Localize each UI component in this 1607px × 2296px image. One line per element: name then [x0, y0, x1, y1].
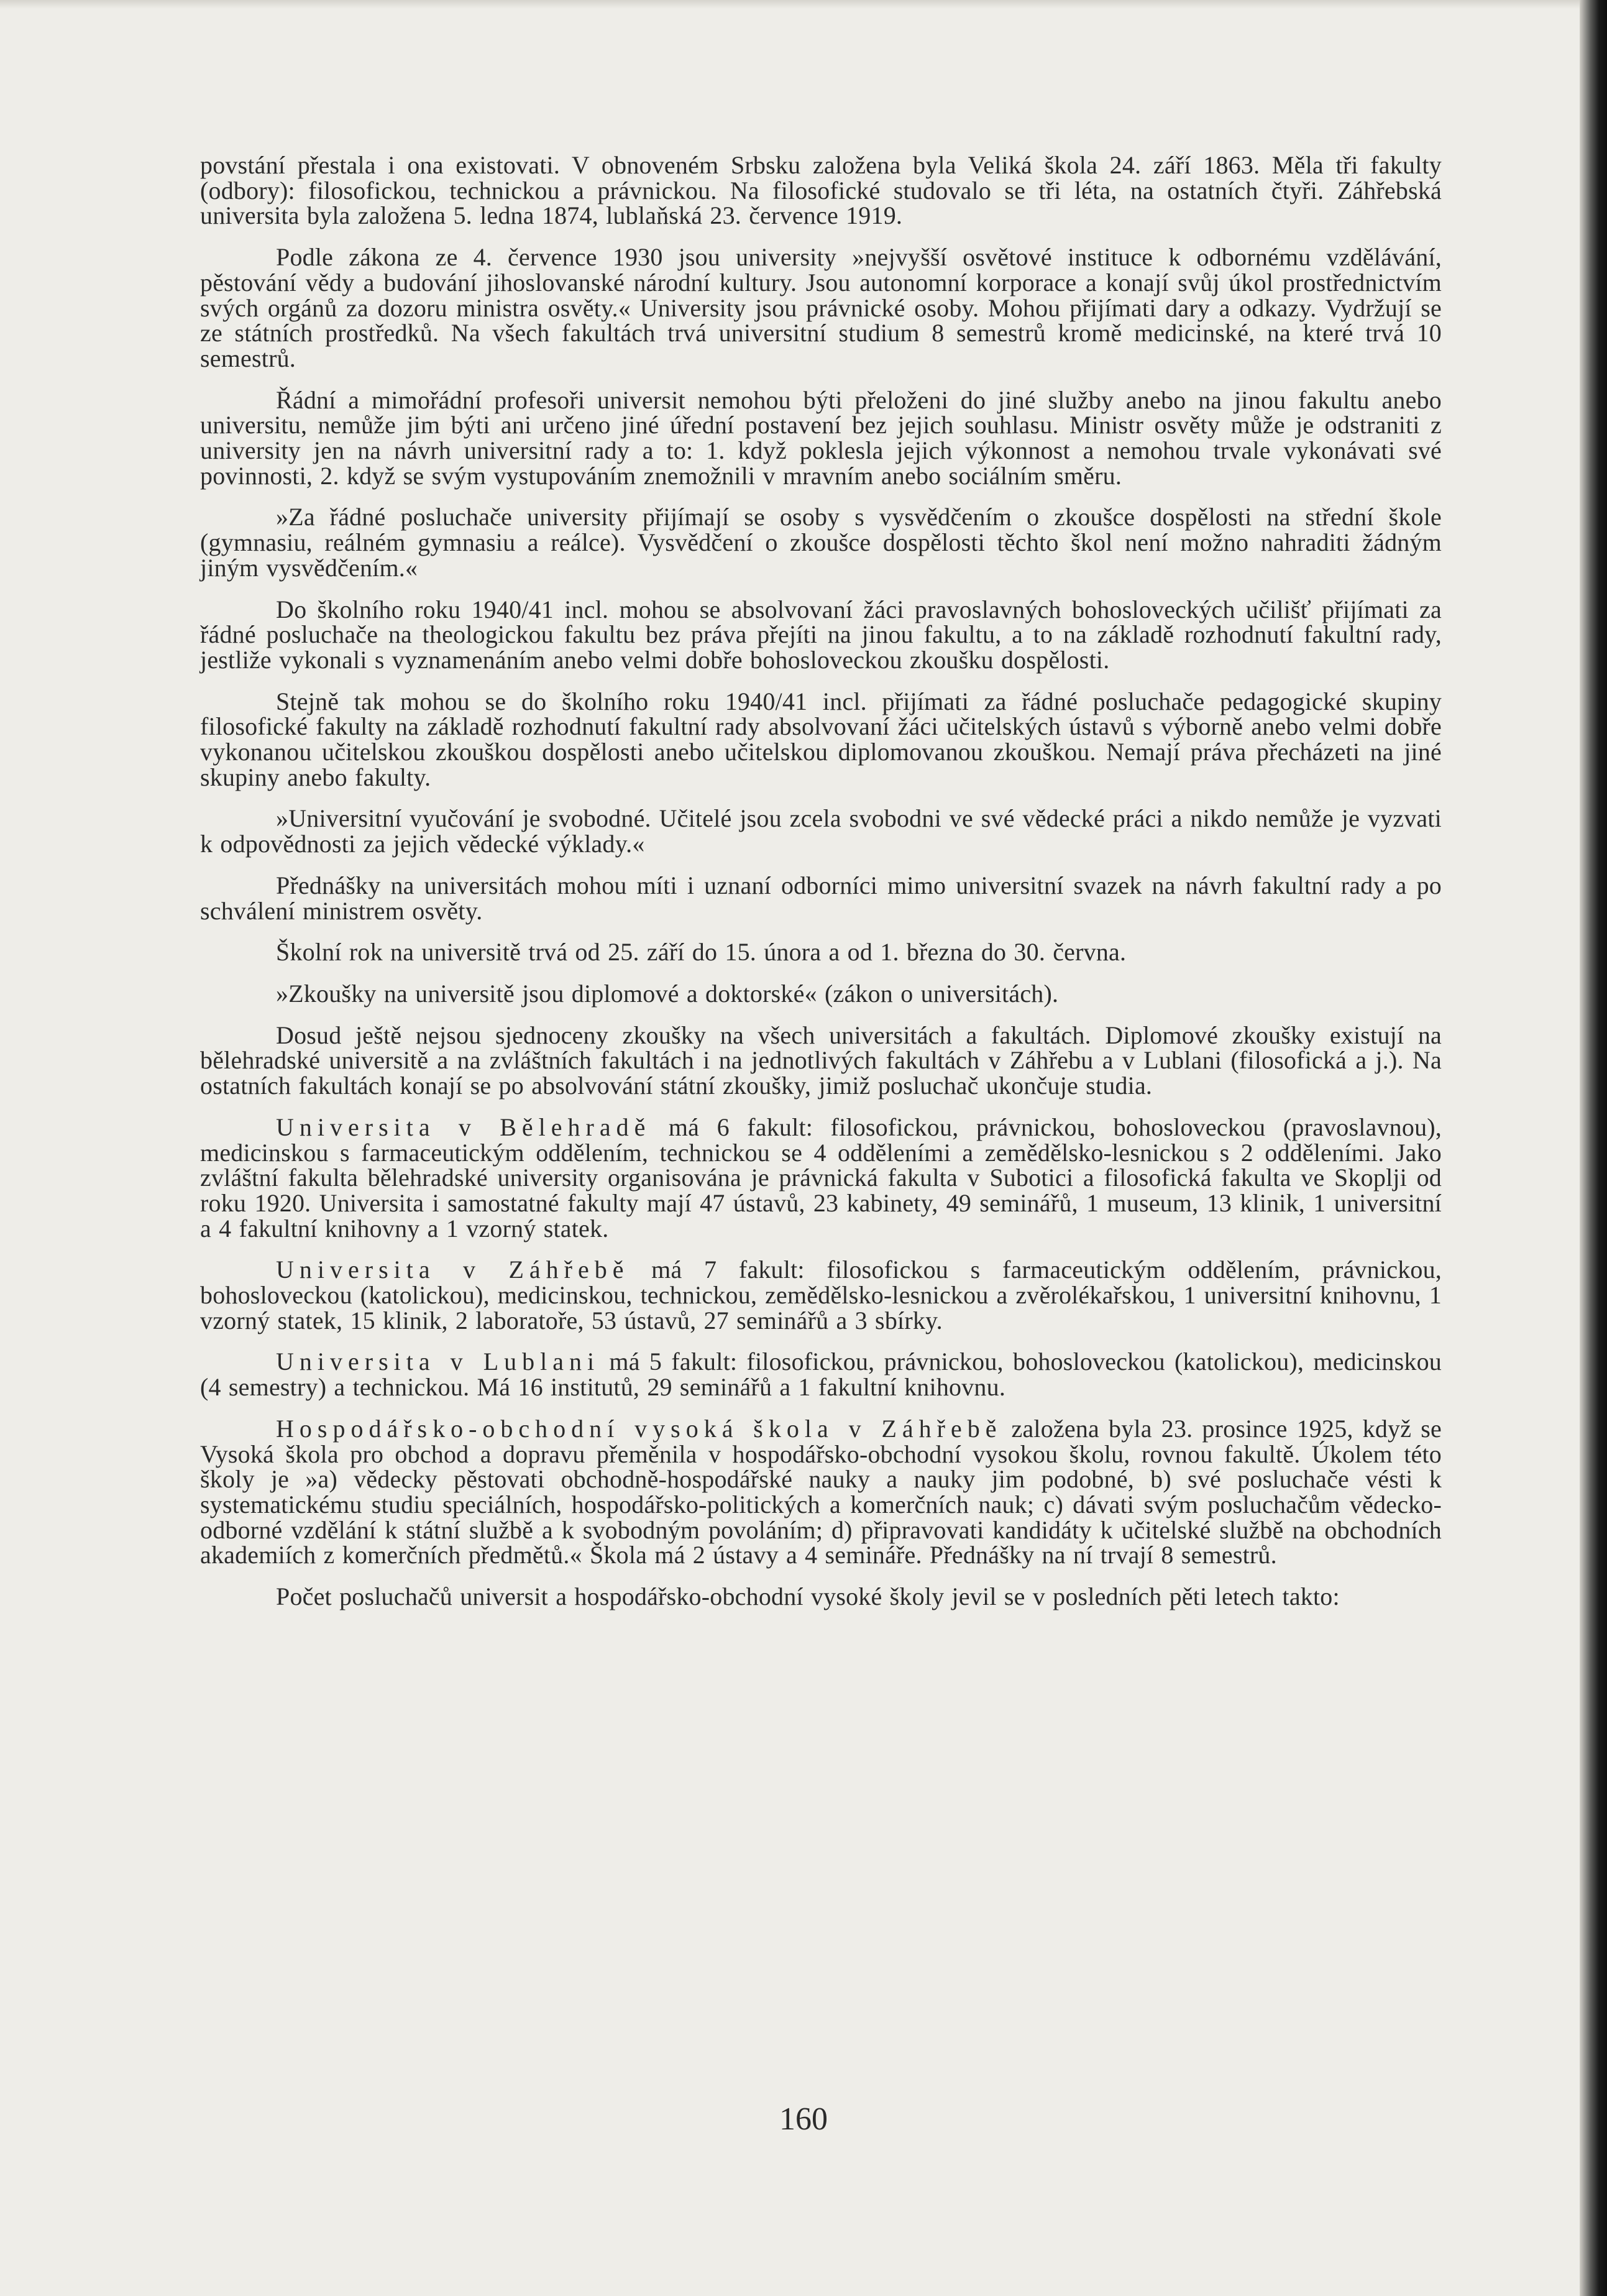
- paragraph-text: Dosud ještě nejsou sjednoceny zkoušky na všech universitách a fakultách. Diplomové zkoušky existují na bělehradské universitě a na zvláštních fakultách i na jednotlivých fakultách v Záhřebu a v Lublani (filosofická a j.). Na ostatních fakultách konají se po absolvování státní zkoušky, jimiž posluchač ukončuje studia.: [200, 1021, 1442, 1100]
- paragraph: [200, 597, 1442, 673]
- paragraph-text: Stejně tak mohou se do školního roku 1940/41 incl. přijímati za řádné posluchače pedagogické skupiny filosofické fakulty na základě rozhodnutí fakultní rady absolvovaní žáci učitelských ústavů s výborně anebo velmi dobře vykonanou učitelskou zkouškou dospělosti anebo učitelskou diplomovanou zkouškou. Nemají práva přecházeti na jiné skupiny anebo fakulty.: [200, 687, 1442, 791]
- paragraph-text: Přednášky na universitách mohou míti i uznaní odborníci mimo universitní svazek na návrh fakultní rady a po schválení ministrem osvěty.: [200, 871, 1442, 925]
- paragraph-text: povstání přestala i ona existovati. V obnoveném Srbsku založena byla Veliká škola 24. září 1863. Měla tři fakulty (odbory): filosofickou, technickou a právnickou. Na filosofické studovalo se tři léta, na ostatních čtyři. Záhřebská universita byla založena 5. ledna 1874, lublaňská 23. července 1919.: [200, 151, 1442, 230]
- paragraph: [200, 940, 1442, 965]
- paragraph: [200, 385, 1442, 490]
- spaced-heading: Universita v Lublani: [276, 1348, 600, 1376]
- paragraph-text: »Universitní vyučování je svobodné. Učitelé jsou zcela svobodni ve své vědecké práci a nikdo nemůže je vyzvati k odpovědnosti za jejich vědecké výklady.«: [200, 804, 1442, 858]
- paragraph-text: má 6 fakult: filosofickou, právnickou, bohosloveckou (pravoslavnou), medicinskou s farmaceutickým oddělením, technickou se 4 odděleními a zemědělsko-lesnickou s 2 odděleními. Jako zvláštní fakulta bělehradské university organisována je právnická fakulta v Subotici a filosofická fakulta ve Skoplji od roku 1920. Universita i samostatné fakulty mají 47 ústavů, 23 kabinety, 49 seminářů, 1 museum, 13 klinik, 1 universitní a 4 fakultní knihovny a 1 vzorný statek.: [200, 1113, 1442, 1242]
- paragraph-text: má 7 fakult: filosofickou s farmaceutickým oddělením, právnickou, bohosloveckou (katolickou), medicinskou, technickou, zemědělsko-lesnickou a zvěrolékařskou, 1 universitní knihovnu, 1 vzorný statek, 15 klinik, 2 laboratoře, 53 ústavů, 27 seminářů a 3 sbírky.: [200, 1256, 1442, 1334]
- paragraph-text: Do školního roku 1940/41 incl. mohou se absolvovaní žáci pravoslavných bohosloveckých učilišť přijímati za řádné posluchače na theologickou fakultu bez práva přejíti na jinou fakultu, a to na základě rozhodnutí fakultní rady, jestliže vykonali s vyznamenáním anebo velmi dobře bohosloveckou zkoušku dospělosti.: [200, 595, 1442, 674]
- paragraph-text: Řádní a mimořádní profesoři universit nemohou býti přeloženi do jiné služby anebo na jinou fakultu anebo universitu, nemůže jim býti ani určeno jiné úřední postavení bez jejich souhlasu. Ministr osvěty může je odstraniti z university jen na návrh universitní rady a to: 1. když poklesla jejich výkonnost a nemohou trvale vykonávati své povinnosti, 2. když se svým vystupováním znemožnili v mravním anebo sociálním směru.: [200, 385, 1442, 490]
- paragraph: [200, 1023, 1442, 1099]
- paragraph: [200, 806, 1442, 856]
- paragraph-text: Podle zákona ze 4. července 1930 jsou university »nejvyšší osvětové instituce k odbornému vzdělávání, pěstování vědy a budování jihoslovanské národní kultury. Jsou autonomní korporace a konají svůj úkol prostřednictvím svých orgánů za dozoru ministra osvěty.« University jsou právnické osoby. Mohou přijímati dary a odkazy. Vydržují se ze státních prostředků. Na všech fakultách trvá universitní studium 8 semestrů kromě medicinské, na které trvá 10 semestrů.: [200, 243, 1442, 372]
- paragraph: [200, 1584, 1442, 1610]
- paragraph-text: založena byla 23. prosince 1925, když se Vysoká škola pro obchod a dopravu přeměnila v hospodářsko-obchodní vysokou školu, rovnou fakultě. Úkolem této školy je »a) vědecky pěstovati obchodně-hospodářské nauky a nauky jim podobné, b) své posluchače vésti k systematickému studiu speciálních, hospodářsko-politických a komerčních nauk; c) dávati svým posluchačům vědecko-odborné vzdělání k státní službě a k svobodným povoláním; d) připravovati kandidáty k učitelské službě na obchodních akademiích z komerčních předmětů.« Škola má 2 ústavy a 4 semináře. Přednášky na ní trvají 8 semestrů.: [200, 1414, 1442, 1569]
- paragraph-university-zagreb: [200, 1257, 1442, 1333]
- paragraph-text: »Za řádné posluchače university přijímají se osoby s vysvědčením o zkoušce dospělosti na střední škole (gymnasiu, reálném gymnasiu a reálce). Vysvědčení o zkoušce dospělosti těchto škol není možno nahraditi žádným jiným vysvědčením.«: [200, 503, 1442, 582]
- spaced-heading: Universita v Bělehradě: [276, 1113, 651, 1141]
- page-body: [200, 153, 1442, 1610]
- paragraph-text: Školní rok na universitě trvá od 25. září do 15. února a od 1. března do 30. června.: [276, 938, 1127, 967]
- scan-top-shadow: [0, 0, 1607, 9]
- paragraph-text: Počet posluchačů universit a hospodářsko-obchodní vysoké školy jevil se v posledních pěti letech takto:: [276, 1582, 1340, 1611]
- paragraph: [200, 505, 1442, 581]
- paragraph-university-belgrade: [200, 1115, 1442, 1242]
- spaced-heading: Hospodářsko-obchodní vysoká škola v Záhřebě: [276, 1414, 1002, 1443]
- paragraph-text: »Zkoušky na universitě jsou diplomové a doktorské« (zákon o universitách).: [276, 979, 1059, 1008]
- paragraph: [200, 245, 1442, 372]
- paragraph-text: má 5 fakult: filosofickou, právnickou, bohosloveckou (katolickou), medicinskou (4 semestry) a technickou. Má 16 institutů, 29 seminářů a 1 fakultní knihovnu.: [200, 1348, 1442, 1402]
- paragraph: [200, 873, 1442, 924]
- paragraph-business-school: [200, 1414, 1442, 1569]
- page-number: 160: [779, 2101, 828, 2137]
- paragraph: [200, 689, 1442, 791]
- scan-binding-edge: [1580, 0, 1607, 2296]
- spaced-heading: Universita v Záhřebě: [276, 1256, 630, 1284]
- paragraph: [200, 981, 1442, 1007]
- paragraph: [200, 153, 1442, 229]
- paragraph-university-ljubljana: [200, 1349, 1442, 1400]
